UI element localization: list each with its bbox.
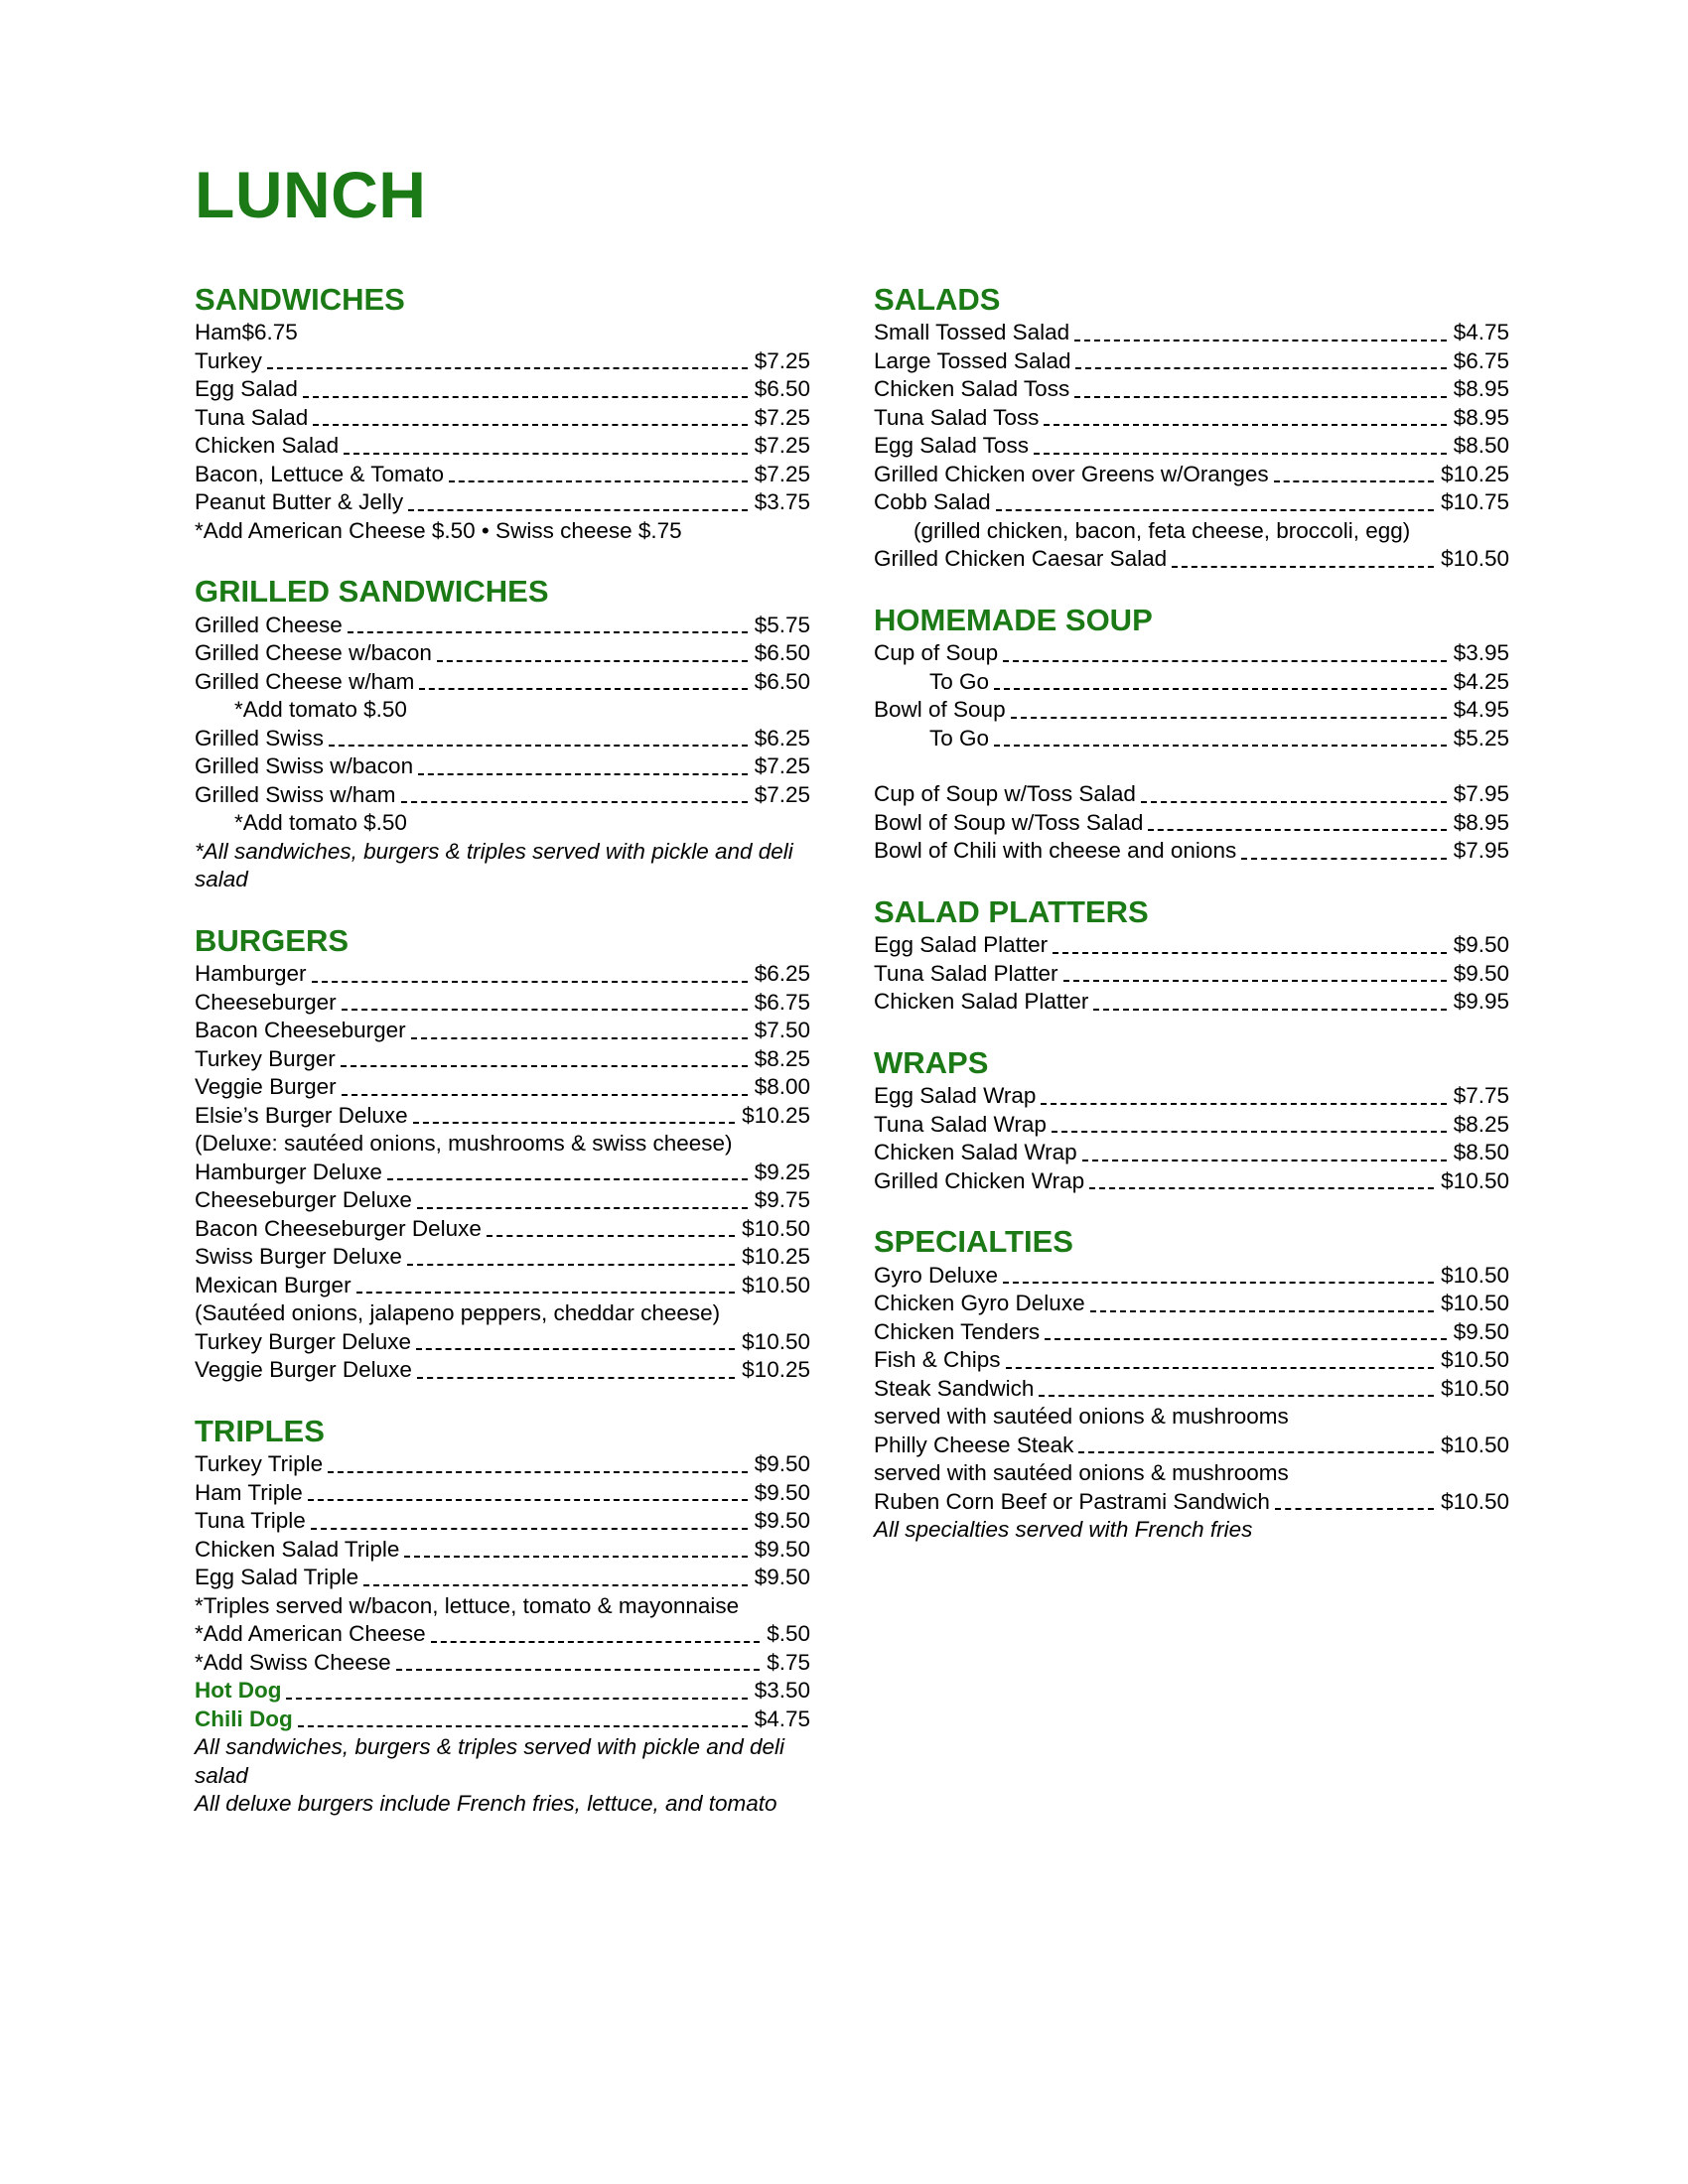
dotted-leader (411, 1036, 748, 1039)
menu-item-row (195, 1677, 810, 1706)
menu-item-name: To Go (929, 668, 990, 694)
menu-item-name: Ham Triple (195, 1479, 303, 1505)
menu-item-price: $6.50 (754, 668, 810, 694)
menu-item-name: Veggie Burger Deluxe (195, 1357, 412, 1383)
menu-item-row (195, 1507, 810, 1536)
section-heading-triples: TRIPLES (195, 1413, 325, 1448)
dotted-leader (1011, 716, 1447, 719)
menu-item-name: Grilled Swiss w/ham (195, 781, 396, 807)
menu-item-row (874, 696, 1509, 725)
menu-item-name: Grilled Chicken Wrap (874, 1167, 1085, 1193)
dotted-leader (1093, 1008, 1446, 1011)
menu-item-name: Gyro Deluxe (874, 1262, 999, 1288)
menu-columns (195, 283, 1530, 1819)
menu-item-row (195, 639, 810, 668)
menu-item-price: $9.50 (754, 1508, 810, 1534)
menu-item-name: Chicken Gyro Deluxe (874, 1291, 1085, 1316)
menu-item-price: $10.50 (742, 1272, 810, 1297)
section-gap (874, 866, 1509, 895)
menu-item-price: $10.75 (1441, 489, 1509, 515)
menu-item-price: $8.50 (1453, 433, 1509, 459)
menu-item-name: Cheeseburger Deluxe (195, 1187, 412, 1213)
menu-item-name: Small Tossed Salad (874, 320, 1070, 345)
menu-item-price: $6.25 (754, 725, 810, 751)
section-heading-grilled-sandwiches: GRILLED SANDWICHES (195, 574, 549, 610)
dotted-leader (396, 1668, 761, 1671)
menu-item-row (874, 1318, 1509, 1347)
menu-item-price: $9.50 (754, 1536, 810, 1562)
menu-item-row (195, 488, 810, 517)
dotted-leader (363, 1583, 748, 1586)
menu-item-row (874, 668, 1509, 697)
menu-item-row (195, 1272, 810, 1300)
dotted-leader (387, 1177, 748, 1180)
menu-item-row (195, 1356, 810, 1385)
menu-item-row (195, 1045, 810, 1074)
menu-item-price: $7.75 (1453, 1083, 1509, 1109)
menu-item-price: $10.50 (1441, 1488, 1509, 1514)
dotted-leader (1045, 1337, 1447, 1340)
section-heading-homemade-soup: HOMEMADE SOUP (874, 602, 1153, 637)
dotted-leader (267, 366, 748, 369)
menu-item-price: $6.75 (754, 989, 810, 1015)
dotted-leader (487, 1234, 735, 1237)
dotted-leader (298, 1724, 748, 1727)
menu-item-name: Grilled Swiss w/bacon (195, 753, 414, 779)
dotted-leader (1075, 366, 1446, 369)
menu-item-row (874, 639, 1509, 668)
menu-item-price: $5.25 (1453, 725, 1509, 751)
dotted-leader (1082, 1159, 1447, 1161)
menu-item-row (195, 725, 810, 753)
section-heading-salad-platters: SALAD PLATTERS (874, 893, 1149, 929)
menu-item-row (874, 1262, 1509, 1291)
menu-item-row (874, 988, 1509, 1017)
menu-item-row (195, 1215, 810, 1244)
menu-item-price: $4.75 (754, 1706, 810, 1731)
menu-item-price: $9.50 (754, 1565, 810, 1590)
menu-item-price: $4.75 (1453, 320, 1509, 345)
menu-item-row (874, 375, 1509, 404)
menu-item-price: $6.50 (754, 640, 810, 666)
menu-item-name: Chicken Salad Platter (874, 989, 1089, 1015)
menu-item-row (874, 432, 1509, 461)
menu-item-name: Grilled Cheese w/bacon (195, 640, 432, 666)
menu-item-price: $6.50 (754, 376, 810, 402)
menu-item-price: $7.25 (754, 433, 810, 459)
menu-item-row (874, 545, 1509, 574)
menu-item-row (874, 1111, 1509, 1140)
menu-note: All sandwiches, burgers & triples served with pickle and deli salad (195, 1734, 785, 1788)
menu-item-row (195, 461, 810, 489)
menu-item-price: $9.50 (1453, 932, 1509, 958)
menu-item-name: Turkey Burger (195, 1045, 336, 1071)
menu-item-price: $3.95 (1453, 640, 1509, 666)
menu-item-name: Elsie’s Burger Deluxe (195, 1102, 408, 1128)
menu-item-row (195, 347, 810, 376)
menu-item-price: $9.25 (754, 1159, 810, 1184)
menu-item-price: $10.50 (1441, 1432, 1509, 1457)
menu-note: Ham$6.75 (195, 320, 298, 345)
dotted-leader (437, 659, 748, 662)
menu-item-price: $9.95 (1453, 989, 1509, 1015)
menu-note: (Sautéed onions, jalapeno peppers, cheddar cheese) (195, 1300, 721, 1326)
dotted-leader (994, 744, 1447, 747)
section-heading-salads: SALADS (874, 282, 1001, 317)
menu-item-price: $9.50 (754, 1451, 810, 1477)
menu-note: (Deluxe: sautéed onions, mushrooms & swiss cheese) (195, 1131, 733, 1157)
menu-item-row (195, 375, 810, 404)
menu-item-row (195, 1649, 810, 1678)
menu-note: All deluxe burgers include French fries, lettuce, and tomato (195, 1791, 777, 1817)
menu-item-name: Tuna Salad Wrap (874, 1111, 1047, 1137)
section-gap (874, 1017, 1509, 1046)
dotted-leader (994, 687, 1447, 690)
menu-note: *Add tomato $.50 (234, 697, 407, 723)
dotted-leader (413, 1121, 735, 1124)
menu-item-price: $10.25 (1441, 461, 1509, 486)
menu-item-price: $7.25 (754, 347, 810, 373)
menu-item-name: Turkey Burger Deluxe (195, 1328, 412, 1354)
menu-item-price: $6.75 (1453, 347, 1509, 373)
dotted-leader (431, 1640, 761, 1643)
menu-item-row (195, 989, 810, 1018)
menu-item-price: $7.95 (1453, 781, 1509, 807)
menu-item-row (195, 612, 810, 640)
menu-item-price: $9.75 (754, 1187, 810, 1213)
menu-item-name: Fish & Chips (874, 1347, 1001, 1373)
menu-item-name: Chili Dog (195, 1706, 293, 1731)
dotted-leader (1052, 1130, 1447, 1133)
dotted-leader (342, 1008, 748, 1011)
menu-item-row (195, 752, 810, 781)
menu-item-row (874, 1346, 1509, 1375)
menu-item-row (874, 1290, 1509, 1318)
section-heading-burgers: BURGERS (195, 922, 350, 958)
menu-item-price: $10.50 (1441, 1375, 1509, 1401)
dotted-leader (1034, 452, 1447, 455)
dotted-leader (308, 1498, 748, 1501)
dotted-leader (401, 800, 748, 803)
menu-item-name: Egg Salad Triple (195, 1565, 359, 1590)
menu-item-price: $5.75 (754, 612, 810, 637)
menu-item-name: Bowl of Chili with cheese and onions (874, 838, 1237, 864)
menu-item-row (195, 1017, 810, 1045)
menu-item-price: $10.50 (1441, 1347, 1509, 1373)
menu-item-name: Swiss Burger Deluxe (195, 1244, 402, 1270)
menu-item-name: Hamburger (195, 961, 307, 987)
menu-item-name: Chicken Salad Triple (195, 1536, 400, 1562)
menu-item-row (874, 488, 1509, 517)
menu-item-row (195, 781, 810, 810)
menu-item-row (195, 432, 810, 461)
menu-item-name: Cup of Soup w/Toss Salad (874, 781, 1136, 807)
menu-item-price: $8.25 (1453, 1111, 1509, 1137)
menu-item-name: Chicken Salad (195, 433, 340, 459)
menu-item-row (874, 1432, 1509, 1460)
menu-item-price: $10.50 (1441, 1262, 1509, 1288)
menu-item-price: $8.50 (1453, 1140, 1509, 1165)
menu-item-price: $.75 (767, 1649, 810, 1675)
menu-item-name: Chicken Salad Toss (874, 376, 1070, 402)
menu-item-name: Hamburger Deluxe (195, 1159, 382, 1184)
menu-item-name: Grilled Chicken Caesar Salad (874, 546, 1168, 572)
menu-item-row (874, 809, 1509, 838)
dotted-leader (416, 1347, 735, 1350)
menu-item-name: Bacon, Lettuce & Tomato (195, 461, 444, 486)
menu-item-row (195, 1479, 810, 1508)
menu-item-price: $8.95 (1453, 376, 1509, 402)
menu-item-price: $6.25 (754, 961, 810, 987)
dotted-leader (313, 423, 747, 426)
menu-item-row (874, 1375, 1509, 1404)
menu-item-name: Bowl of Soup w/Toss Salad (874, 809, 1144, 835)
dotted-leader (1090, 1309, 1435, 1312)
menu-item-name: Egg Salad Wrap (874, 1083, 1037, 1109)
menu-item-name: To Go (929, 725, 990, 751)
menu-item-row (874, 1167, 1509, 1196)
dotted-leader (1003, 1281, 1434, 1284)
dotted-leader (419, 687, 747, 690)
menu-item-row (195, 1102, 810, 1131)
dotted-leader (1078, 1450, 1434, 1453)
dotted-leader (1172, 565, 1434, 568)
dotted-leader (1241, 857, 1446, 860)
menu-item-price: $3.75 (754, 489, 810, 515)
menu-item-price: $7.50 (754, 1018, 810, 1043)
dotted-leader (342, 1093, 748, 1096)
menu-item-row (874, 960, 1509, 989)
dotted-leader (408, 508, 748, 511)
menu-item-row (874, 1488, 1509, 1517)
dotted-leader (1003, 659, 1447, 662)
menu-item-name: Grilled Chicken over Greens w/Oranges (874, 461, 1269, 486)
menu-item-name: Tuna Salad Platter (874, 960, 1058, 986)
menu-item-name: Grilled Cheese (195, 612, 343, 637)
menu-item-name: Hot Dog (195, 1678, 282, 1704)
menu-item-row (195, 1186, 810, 1215)
menu-item-price: $10.50 (1441, 1291, 1509, 1316)
dotted-leader (329, 744, 748, 747)
dotted-leader (449, 479, 748, 482)
menu-item-price: $10.25 (742, 1244, 810, 1270)
section-gap (874, 1195, 1509, 1225)
menu-item-row (195, 1536, 810, 1565)
menu-item-price: $10.25 (742, 1102, 810, 1128)
menu-item-row (874, 461, 1509, 489)
menu-note: *All sandwiches, burgers & triples served with pickle and deli salad (195, 838, 793, 892)
menu-item-row (195, 1073, 810, 1102)
dotted-leader (1141, 800, 1447, 803)
menu-item-row (874, 347, 1509, 376)
menu-item-price: $10.50 (1441, 546, 1509, 572)
menu-item-name: Large Tossed Salad (874, 347, 1071, 373)
menu-item-row (874, 1082, 1509, 1111)
menu-item-price: $9.50 (1453, 960, 1509, 986)
menu-item-name: Bacon Cheeseburger (195, 1018, 406, 1043)
section-gap (874, 574, 1509, 604)
menu-item-name: *Add American Cheese (195, 1621, 426, 1647)
dotted-leader (1053, 951, 1447, 954)
dotted-leader (418, 772, 748, 775)
section-heading-sandwiches: SANDWICHES (195, 282, 405, 317)
section-gap (195, 1385, 810, 1415)
menu-item-price: $7.25 (754, 781, 810, 807)
menu-item-name: Chicken Tenders (874, 1318, 1041, 1344)
menu-item-name: Grilled Swiss (195, 725, 325, 751)
menu-item-row (874, 931, 1509, 960)
menu-item-row (874, 780, 1509, 809)
menu-item-name: Veggie Burger (195, 1074, 337, 1100)
menu-item-price: $8.00 (754, 1074, 810, 1100)
menu-item-name: Egg Salad (195, 376, 298, 402)
menu-item-price: $4.25 (1453, 668, 1509, 694)
menu-item-name: Peanut Butter & Jelly (195, 489, 404, 515)
menu-item-name: Bacon Cheeseburger Deluxe (195, 1215, 482, 1241)
menu-item-price: $8.95 (1453, 404, 1509, 430)
menu-item-name: Egg Salad Platter (874, 932, 1049, 958)
menu-item-price: $9.50 (1453, 1318, 1509, 1344)
menu-item-name: Philly Cheese Steak (874, 1432, 1074, 1457)
dotted-leader (996, 508, 1435, 511)
menu-item-price: $8.25 (754, 1045, 810, 1071)
dotted-leader (407, 1263, 735, 1266)
menu-item-name: Steak Sandwich (874, 1375, 1035, 1401)
menu-item-price: $10.50 (1441, 1167, 1509, 1193)
menu-item-row (874, 837, 1509, 866)
menu-item-name: Grilled Cheese w/ham (195, 668, 415, 694)
menu-item-row (195, 1328, 810, 1357)
menu-item-name: Cheeseburger (195, 989, 337, 1015)
menu-item-row (874, 1139, 1509, 1167)
menu-item-row (195, 404, 810, 433)
dotted-leader (344, 452, 748, 455)
menu-item-name: Turkey (195, 347, 262, 373)
left-column (195, 283, 810, 1819)
dotted-leader (1089, 1186, 1434, 1189)
dotted-leader (303, 395, 748, 398)
dotted-leader (1274, 479, 1435, 482)
menu-item-price: $7.25 (754, 753, 810, 779)
dotted-leader (286, 1697, 747, 1700)
spacer (874, 752, 1509, 780)
menu-item-price: $7.25 (754, 461, 810, 486)
menu-item-name: Egg Salad Toss (874, 433, 1029, 459)
menu-note: served with sautéed onions & mushrooms (874, 1404, 1289, 1430)
dotted-leader (404, 1555, 747, 1558)
dotted-leader (1041, 1102, 1446, 1105)
dotted-leader (417, 1206, 748, 1209)
menu-item-price: $10.50 (742, 1215, 810, 1241)
menu-item-name: Ruben Corn Beef or Pastrami Sandwich (874, 1488, 1270, 1514)
menu-item-price: $7.95 (1453, 838, 1509, 864)
menu-item-row (195, 960, 810, 989)
menu-item-price: $8.95 (1453, 809, 1509, 835)
menu-item-name: Turkey Triple (195, 1451, 324, 1477)
dotted-leader (312, 980, 748, 983)
section-gap (195, 545, 810, 575)
menu-item-name: Tuna Triple (195, 1508, 306, 1534)
menu-item-row (874, 404, 1509, 433)
dotted-leader (1063, 979, 1447, 982)
menu-item-name: Tuna Salad Toss (874, 404, 1040, 430)
menu-item-price: $10.25 (742, 1357, 810, 1383)
menu-item-name: Cobb Salad (874, 489, 991, 515)
dotted-leader (1006, 1366, 1435, 1369)
menu-item-price: $10.50 (742, 1328, 810, 1354)
dotted-leader (348, 630, 748, 633)
menu-note: *Add tomato $.50 (234, 810, 407, 836)
menu-item-price: $9.50 (754, 1479, 810, 1505)
dotted-leader (417, 1376, 735, 1379)
menu-item-row (195, 1706, 810, 1734)
section-heading-wraps: WRAPS (874, 1044, 989, 1080)
menu-item-name: Chicken Salad Wrap (874, 1140, 1077, 1165)
dotted-leader (341, 1064, 748, 1067)
menu-note: *Triples served w/bacon, lettuce, tomato & mayonnaise (195, 1592, 740, 1618)
right-column (874, 283, 1509, 1819)
dotted-leader (1275, 1507, 1434, 1510)
dotted-leader (328, 1470, 747, 1473)
menu-item-name: Cup of Soup (874, 640, 999, 666)
menu-item-row (195, 1620, 810, 1649)
dotted-leader (356, 1291, 736, 1294)
menu-item-name: Tuna Salad (195, 404, 309, 430)
menu-note: *Add American Cheese $.50 • Swiss cheese $.75 (195, 517, 682, 543)
section-heading-specialties: SPECIALTIES (874, 1224, 1073, 1260)
dotted-leader (311, 1527, 748, 1530)
menu-item-name: Mexican Burger (195, 1272, 352, 1297)
dotted-leader (1074, 395, 1446, 398)
menu-item-price: $.50 (767, 1621, 810, 1647)
menu-item-row (195, 1159, 810, 1187)
menu-item-row (195, 1564, 810, 1592)
menu-note: served with sautéed onions & mushrooms (874, 1460, 1289, 1486)
menu-item-name: Bowl of Soup (874, 697, 1006, 723)
menu-item-row (195, 668, 810, 697)
dotted-leader (1044, 423, 1446, 426)
dotted-leader (1039, 1394, 1434, 1397)
menu-note: (grilled chicken, bacon, feta cheese, broccoli, egg) (914, 517, 1411, 543)
dotted-leader (1074, 339, 1446, 341)
menu-item-row (195, 1450, 810, 1479)
menu-note: All specialties served with French fries (874, 1517, 1253, 1543)
menu-item-row (874, 319, 1509, 347)
menu-item-price: $7.25 (754, 404, 810, 430)
menu-item-price: $3.50 (754, 1678, 810, 1704)
menu-item-name: *Add Swiss Cheese (195, 1649, 391, 1675)
menu-item-row (195, 1243, 810, 1272)
section-gap (195, 894, 810, 924)
menu-item-row (874, 725, 1509, 753)
menu-item-price: $4.95 (1453, 697, 1509, 723)
dotted-leader (1148, 828, 1446, 831)
page-title: LUNCH (195, 158, 427, 231)
